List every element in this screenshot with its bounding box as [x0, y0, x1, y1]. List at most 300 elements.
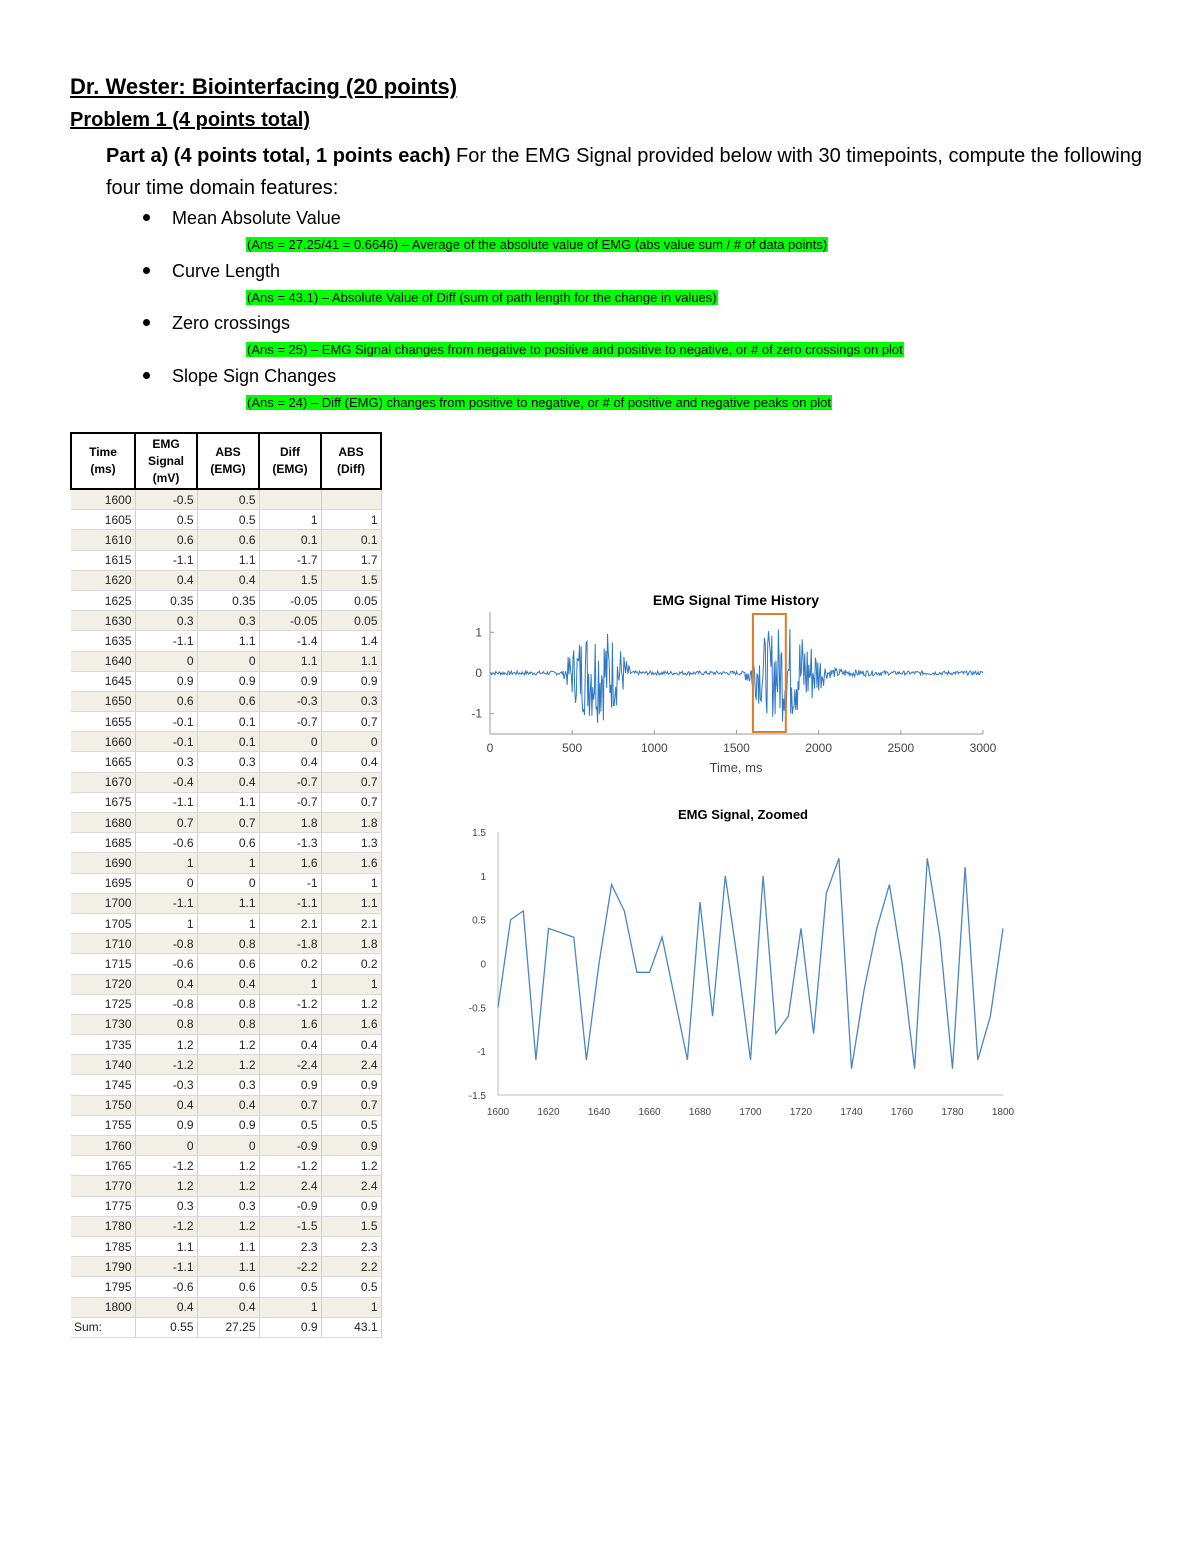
- table-cell: 0.4: [135, 1095, 197, 1115]
- table-cell: 1695: [71, 873, 135, 893]
- table-row: [71, 510, 381, 530]
- table-cell: 0.5: [197, 510, 259, 530]
- table-cell: -1.1: [135, 1257, 197, 1277]
- table-cell: -0.05: [259, 590, 321, 610]
- table-cell: 1.1: [197, 1257, 259, 1277]
- table-cell: 1.8: [321, 934, 381, 954]
- answer-zero-crossings: (Ans = 25) – EMG Signal changes from negative to positive and positive to negative, or # of zero crossings on plot: [247, 342, 903, 357]
- table-cell: -1.7: [259, 550, 321, 570]
- table-cell: 1.4: [321, 631, 381, 651]
- table-cell: -0.5: [135, 489, 197, 510]
- table-cell: 0.4: [197, 1297, 259, 1317]
- table-cell: 1715: [71, 954, 135, 974]
- table-cell: 0.9: [321, 671, 381, 691]
- table-cell: 1630: [71, 611, 135, 631]
- table-cell: 1725: [71, 994, 135, 1014]
- table-row: [71, 1236, 381, 1256]
- table-cell: 1.1: [197, 550, 259, 570]
- table-row: [71, 631, 381, 651]
- table-cell: -0.4: [135, 772, 197, 792]
- chart-title: EMG Signal Time History: [652, 592, 820, 608]
- y-tick-label: -1.5: [468, 1091, 486, 1102]
- table-cell: 1: [259, 1297, 321, 1317]
- table-cell: 0.7: [321, 792, 381, 812]
- table-cell: 1.2: [197, 1156, 259, 1176]
- table-cell: 1: [259, 974, 321, 994]
- table-row: [71, 853, 381, 873]
- table-cell: 0.6: [197, 1277, 259, 1297]
- x-tick-label: 2500: [887, 741, 915, 755]
- table-row: [71, 934, 381, 954]
- table-cell: 0.4: [197, 1095, 259, 1115]
- bullet-icon: [143, 319, 150, 326]
- table-cell: 0.1: [197, 732, 259, 752]
- table-cell: 0.4: [197, 772, 259, 792]
- table-row: [71, 954, 381, 974]
- table-row: [71, 772, 381, 792]
- table-row: [71, 1136, 381, 1156]
- table-cell: 0.35: [135, 590, 197, 610]
- table-cell: 0.9: [321, 1075, 381, 1095]
- y-tick-label: 0: [480, 959, 486, 971]
- feature-label: Slope Sign Changes: [172, 366, 337, 386]
- x-tick-label: 1780: [941, 1107, 964, 1118]
- table-cell: 1.1: [197, 631, 259, 651]
- table-cell: [321, 489, 381, 510]
- table-sum-row: [71, 1317, 381, 1337]
- x-axis-label: Time, ms: [709, 760, 763, 775]
- x-tick-label: 1680: [688, 1107, 712, 1118]
- x-tick-label: 500: [562, 741, 583, 755]
- table-cell: 1.2: [135, 1176, 197, 1196]
- table-cell: 1745: [71, 1075, 135, 1095]
- feature-mean-absolute-value: [143, 208, 341, 229]
- table-cell: 0.4: [259, 1035, 321, 1055]
- part-a-text: For the EMG Signal provided below with 30 timepoints, compute the following four time domain features:: [106, 145, 1142, 199]
- table-row: [71, 570, 381, 590]
- x-tick-label: 1500: [723, 741, 750, 755]
- table-row: [71, 1014, 381, 1034]
- table-cell: 0.5: [259, 1115, 321, 1135]
- table-cell: 1690: [71, 853, 135, 873]
- table-cell: 0: [197, 873, 259, 893]
- table-cell: 1685: [71, 833, 135, 853]
- table-cell: 1645: [71, 671, 135, 691]
- feature-label: Mean Absolute Value: [172, 208, 341, 228]
- table-cell: 1785: [71, 1236, 135, 1256]
- table-cell: 1775: [71, 1196, 135, 1216]
- table-cell: 0.3: [135, 1196, 197, 1216]
- table-cell: -0.6: [135, 954, 197, 974]
- table-cell: -0.8: [135, 934, 197, 954]
- table-cell: 0.3: [197, 1196, 259, 1216]
- table-cell: -0.9: [259, 1136, 321, 1156]
- table-cell: 1: [135, 853, 197, 873]
- x-tick-label: 1640: [587, 1107, 611, 1118]
- table-cell: 1675: [71, 792, 135, 812]
- table-cell: 0.05: [321, 611, 381, 631]
- table-cell: 1.1: [197, 792, 259, 812]
- table-cell: -1.4: [259, 631, 321, 651]
- table-cell: 1.6: [321, 853, 381, 873]
- emg-time-history-chart: [460, 585, 1020, 785]
- table-cell: 2.2: [321, 1257, 381, 1277]
- table-cell: 0.8: [135, 1014, 197, 1034]
- table-cell: 0.5: [259, 1277, 321, 1297]
- x-tick-label: 1660: [638, 1107, 661, 1118]
- feature-label: Zero crossings: [172, 313, 291, 333]
- page-title: Dr. Wester: Biointerfacing (20 points): [70, 74, 458, 99]
- table-cell: 1.2: [135, 1035, 197, 1055]
- table-cell: 1710: [71, 934, 135, 954]
- table-cell: 2.4: [321, 1055, 381, 1075]
- table-cell: 1670: [71, 772, 135, 792]
- bullet-icon: [143, 267, 150, 274]
- table-cell: -2.2: [259, 1257, 321, 1277]
- table-cell: 0.05: [321, 590, 381, 610]
- table-cell: 0.8: [197, 1014, 259, 1034]
- table-row: [71, 974, 381, 994]
- table-cell: -1.2: [259, 1156, 321, 1176]
- table-row: [71, 913, 381, 933]
- table-cell: 1.3: [321, 833, 381, 853]
- table-cell: 1: [321, 873, 381, 893]
- table-cell: 1.2: [197, 1055, 259, 1075]
- table-row: [71, 1257, 381, 1277]
- table-cell: 1.2: [197, 1035, 259, 1055]
- table-cell: 1610: [71, 530, 135, 550]
- table-cell: 0: [135, 1136, 197, 1156]
- y-tick-label: 1.5: [472, 828, 486, 839]
- table-row: [71, 691, 381, 711]
- y-tick-label: -0.5: [468, 1003, 486, 1015]
- table-cell: 0.4: [135, 974, 197, 994]
- table-cell: 1605: [71, 510, 135, 530]
- table-row: [71, 489, 381, 510]
- table-cell: 0.3: [197, 1075, 259, 1095]
- table-cell: 0.9: [321, 1136, 381, 1156]
- table-cell: 1780: [71, 1216, 135, 1236]
- table-cell: -0.9: [259, 1196, 321, 1216]
- table-row: [71, 671, 381, 691]
- table-cell: 0.5: [197, 489, 259, 510]
- col-header-emg-signal: EMG Signal (mV): [135, 433, 197, 489]
- table-cell: 0.5: [321, 1277, 381, 1297]
- part-a-question: [106, 140, 1146, 204]
- table-cell: 1625: [71, 590, 135, 610]
- table-cell: -1.3: [259, 833, 321, 853]
- table-cell: -1.5: [259, 1216, 321, 1236]
- table-cell: 1640: [71, 651, 135, 671]
- table-cell: 1635: [71, 631, 135, 651]
- feature-curve-length: [143, 261, 280, 282]
- feature-slope-sign-changes: [143, 366, 336, 387]
- emg-data-table: [70, 432, 382, 1338]
- table-row: [71, 611, 381, 631]
- table-cell: 1: [321, 974, 381, 994]
- table-cell: -1.1: [135, 631, 197, 651]
- table-cell: 0.9: [135, 1115, 197, 1135]
- col-header-time: Time (ms): [71, 433, 135, 489]
- col-header-diff-emg: Diff (EMG): [259, 433, 321, 489]
- table-cell: 1.2: [197, 1176, 259, 1196]
- table-cell: 0: [321, 732, 381, 752]
- table-cell: 0.4: [321, 1035, 381, 1055]
- table-row: [71, 1216, 381, 1236]
- table-cell: -0.7: [259, 772, 321, 792]
- table-cell: 1.2: [197, 1216, 259, 1236]
- table-cell: 0.8: [197, 994, 259, 1014]
- table-cell: -0.8: [135, 994, 197, 1014]
- table-cell: -1.2: [135, 1156, 197, 1176]
- table-cell: 0.7: [197, 813, 259, 833]
- table-row: [71, 1095, 381, 1115]
- table-cell: 2.3: [259, 1236, 321, 1256]
- table-cell: -1.8: [259, 934, 321, 954]
- table-cell: 1800: [71, 1297, 135, 1317]
- table-cell: 1: [321, 510, 381, 530]
- table-cell: 1650: [71, 691, 135, 711]
- table-cell: 1: [259, 510, 321, 530]
- table-cell: 0.5: [321, 1115, 381, 1135]
- table-cell: -0.3: [259, 691, 321, 711]
- table-row: [71, 893, 381, 913]
- table-cell: 1620: [71, 570, 135, 590]
- table-cell: 2.3: [321, 1236, 381, 1256]
- table-cell: 0.1: [321, 530, 381, 550]
- table-cell: 1.8: [259, 813, 321, 833]
- sum-cell: 0.9: [259, 1317, 321, 1337]
- table-cell: 1.1: [197, 1236, 259, 1256]
- table-cell: 1730: [71, 1014, 135, 1034]
- table-cell: 1750: [71, 1095, 135, 1115]
- table-cell: 0.5: [135, 510, 197, 530]
- table-cell: -1.1: [135, 792, 197, 812]
- table-cell: 1760: [71, 1136, 135, 1156]
- table-row: [71, 1156, 381, 1176]
- table-cell: 1.5: [321, 570, 381, 590]
- table-cell: 1740: [71, 1055, 135, 1075]
- x-tick-label: 1000: [640, 741, 668, 755]
- table-row: [71, 732, 381, 752]
- table-cell: 1765: [71, 1156, 135, 1176]
- table-row: [71, 1035, 381, 1055]
- table-cell: 1.5: [321, 1216, 381, 1236]
- table-cell: 1.6: [321, 1014, 381, 1034]
- table-cell: 1680: [71, 813, 135, 833]
- table-cell: 0.3: [135, 611, 197, 631]
- table-cell: 0.9: [321, 1196, 381, 1216]
- table-cell: -0.7: [259, 792, 321, 812]
- x-tick-label: 1600: [486, 1107, 510, 1118]
- x-tick-label: 1620: [537, 1107, 560, 1118]
- table-cell: 2.1: [321, 913, 381, 933]
- table-cell: 0.6: [197, 530, 259, 550]
- problem-title: Problem 1 (4 points total): [70, 109, 311, 131]
- table-cell: 0: [197, 1136, 259, 1156]
- table-cell: 0.3: [197, 611, 259, 631]
- table-cell: 0.4: [135, 570, 197, 590]
- table-row: [71, 792, 381, 812]
- table-cell: 0.6: [197, 833, 259, 853]
- table-cell: 0.7: [259, 1095, 321, 1115]
- table-cell: 1705: [71, 913, 135, 933]
- x-tick-label: 1800: [991, 1107, 1015, 1118]
- col-header-abs-emg: ABS (EMG): [197, 433, 259, 489]
- table-cell: 1.1: [197, 893, 259, 913]
- table-cell: 0: [135, 651, 197, 671]
- table-cell: 0.6: [197, 954, 259, 974]
- table-row: [71, 833, 381, 853]
- table-cell: 1.6: [259, 1014, 321, 1034]
- table-cell: 0.4: [197, 570, 259, 590]
- table-row: [71, 1055, 381, 1075]
- table-cell: 1755: [71, 1115, 135, 1135]
- table-cell: 0.6: [135, 691, 197, 711]
- table-cell: 0.9: [197, 1115, 259, 1135]
- table-cell: 0.9: [259, 671, 321, 691]
- x-tick-label: 0: [486, 741, 494, 755]
- table-cell: 0.4: [197, 974, 259, 994]
- table-cell: 1600: [71, 489, 135, 510]
- table-cell: -0.1: [135, 712, 197, 732]
- table-cell: -0.3: [135, 1075, 197, 1095]
- table-cell: 1: [197, 853, 259, 873]
- feature-label: Curve Length: [172, 261, 281, 281]
- table-row: [71, 994, 381, 1014]
- table-row: [71, 752, 381, 772]
- table-cell: 1770: [71, 1176, 135, 1196]
- table-cell: 1: [197, 913, 259, 933]
- table-cell: 0.4: [135, 1297, 197, 1317]
- table-cell: 0.9: [259, 1075, 321, 1095]
- table-cell: 0.3: [197, 752, 259, 772]
- table-row: [71, 1115, 381, 1135]
- emg-zoomed-series-line: [498, 858, 1003, 1068]
- col-header-abs-diff: ABS (Diff): [321, 433, 381, 489]
- table-cell: 0.3: [135, 752, 197, 772]
- bullet-icon: [143, 372, 150, 379]
- table-cell: 1.6: [259, 853, 321, 873]
- table-row: [71, 1075, 381, 1095]
- x-tick-label: 1700: [739, 1107, 762, 1118]
- table-row: [71, 1196, 381, 1216]
- feature-zero-crossings: [143, 313, 290, 334]
- table-cell: 0: [259, 732, 321, 752]
- table-cell: 1.1: [259, 651, 321, 671]
- x-tick-label: 1740: [840, 1107, 863, 1118]
- table-cell: 1.1: [321, 651, 381, 671]
- table-cell: 1790: [71, 1257, 135, 1277]
- table-cell: 1615: [71, 550, 135, 570]
- table-cell: -0.6: [135, 833, 197, 853]
- table-cell: 1.2: [321, 994, 381, 1014]
- x-tick-label: 1720: [789, 1107, 813, 1118]
- table-cell: -2.4: [259, 1055, 321, 1075]
- table-cell: 1.7: [321, 550, 381, 570]
- chart-title: EMG Signal, Zoomed: [677, 807, 809, 822]
- table-cell: 0: [197, 651, 259, 671]
- table-cell: 0.2: [259, 954, 321, 974]
- table-cell: 2.4: [259, 1176, 321, 1196]
- table-cell: 0.7: [321, 1095, 381, 1115]
- table-row: [71, 590, 381, 610]
- table-cell: 0.4: [321, 752, 381, 772]
- table-row: [71, 651, 381, 671]
- table-cell: 1.1: [321, 893, 381, 913]
- bullet-icon: [143, 214, 150, 221]
- y-tick-label: 1: [475, 625, 482, 640]
- table-cell: 1700: [71, 893, 135, 913]
- sum-label: Sum:: [71, 1317, 135, 1337]
- y-tick-label: 1: [480, 871, 486, 883]
- part-a-label: Part a) (4 points total, 1 points each): [106, 145, 451, 167]
- table-cell: -1.2: [135, 1055, 197, 1075]
- table-cell: 0: [135, 873, 197, 893]
- x-tick-label: 1760: [890, 1107, 914, 1118]
- table-cell: 0.6: [135, 530, 197, 550]
- table-cell: 0.4: [259, 752, 321, 772]
- table-cell: 0.3: [321, 691, 381, 711]
- table-cell: -0.1: [135, 732, 197, 752]
- table-cell: -1.1: [259, 893, 321, 913]
- table-cell: 1655: [71, 712, 135, 732]
- table-cell: -1.2: [259, 994, 321, 1014]
- table-cell: 1720: [71, 974, 135, 994]
- table-cell: -0.6: [135, 1277, 197, 1297]
- table-cell: 1.1: [135, 1236, 197, 1256]
- table-cell: 0.9: [135, 671, 197, 691]
- table-row: [71, 712, 381, 732]
- table-cell: 1.2: [321, 1156, 381, 1176]
- y-tick-label: 0.5: [472, 915, 486, 927]
- y-tick-label: -1: [471, 706, 482, 721]
- table-cell: 0.2: [321, 954, 381, 974]
- table-row: [71, 1277, 381, 1297]
- table-row: [71, 530, 381, 550]
- answer-curve-length: (Ans = 43.1) – Absolute Value of Diff (sum of path length for the change in values): [247, 290, 717, 305]
- emg-zoomed-chart: [460, 805, 1030, 1125]
- sum-cell: 0.55: [135, 1317, 197, 1337]
- table-cell: -1: [259, 873, 321, 893]
- y-tick-label: -1: [477, 1047, 486, 1059]
- sum-cell: 27.25: [197, 1317, 259, 1337]
- table-cell: 1665: [71, 752, 135, 772]
- table-row: [71, 1176, 381, 1196]
- table-row: [71, 550, 381, 570]
- table-row: [71, 873, 381, 893]
- table-cell: 0.1: [259, 530, 321, 550]
- table-cell: 1.8: [321, 813, 381, 833]
- table-cell: -0.05: [259, 611, 321, 631]
- table-cell: 1795: [71, 1277, 135, 1297]
- table-cell: 0.35: [197, 590, 259, 610]
- table-cell: 2.1: [259, 913, 321, 933]
- table-cell: 1660: [71, 732, 135, 752]
- table-cell: 1735: [71, 1035, 135, 1055]
- table-cell: [259, 489, 321, 510]
- table-cell: 0.7: [321, 712, 381, 732]
- answer-mean-absolute-value: (Ans = 27.25/41 = 0.6646) – Average of the absolute value of EMG (abs value sum / # of data points): [247, 237, 828, 252]
- table-header-row: [71, 433, 381, 489]
- emg-series-line: [490, 629, 983, 723]
- table-cell: -1.1: [135, 550, 197, 570]
- table-row: [71, 813, 381, 833]
- table-cell: 0.6: [197, 691, 259, 711]
- y-tick-label: 0: [475, 666, 482, 680]
- table-cell: 2.4: [321, 1176, 381, 1196]
- x-tick-label: 2000: [805, 741, 833, 755]
